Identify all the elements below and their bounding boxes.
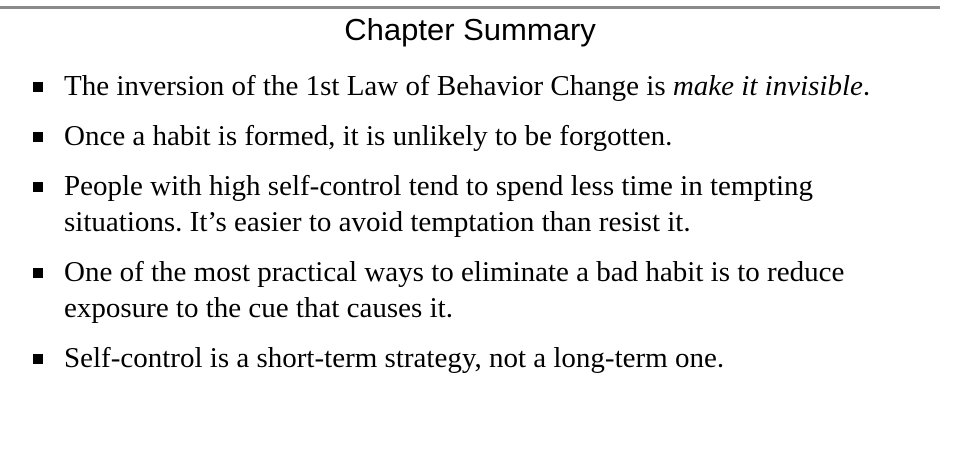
bullet-text: One of the most practical ways to eliminate a bad habit is to reduce exposure to the cue that causes it. [64, 256, 845, 324]
bullet-text: Self-control is a short-term strategy, not a long-term one. [64, 342, 725, 374]
list-item [0, 340, 940, 376]
square-bullet-icon [33, 132, 43, 142]
list-item [0, 254, 940, 326]
bullet-tail: . [862, 70, 871, 102]
list-item [0, 118, 940, 154]
square-bullet-icon [33, 354, 43, 364]
summary-bullet-list [0, 68, 940, 390]
bullet-text: Once a habit is formed, it is unlikely to be forgotten. [64, 120, 673, 152]
square-bullet-icon [33, 182, 43, 192]
top-divider [0, 6, 940, 9]
bullet-text: The inversion of the 1st Law of Behavior Change is [64, 70, 673, 102]
bullet-text: People with high self-control tend to spend less time in tempting situations. It’s easier to avoid temptation than resist it. [64, 170, 814, 238]
list-item [0, 168, 940, 240]
square-bullet-icon [33, 82, 43, 92]
bullet-emphasis: make it invisible [672, 70, 863, 102]
list-item [0, 68, 940, 104]
square-bullet-icon [33, 268, 43, 278]
slide-title: Chapter Summary [344, 12, 596, 47]
